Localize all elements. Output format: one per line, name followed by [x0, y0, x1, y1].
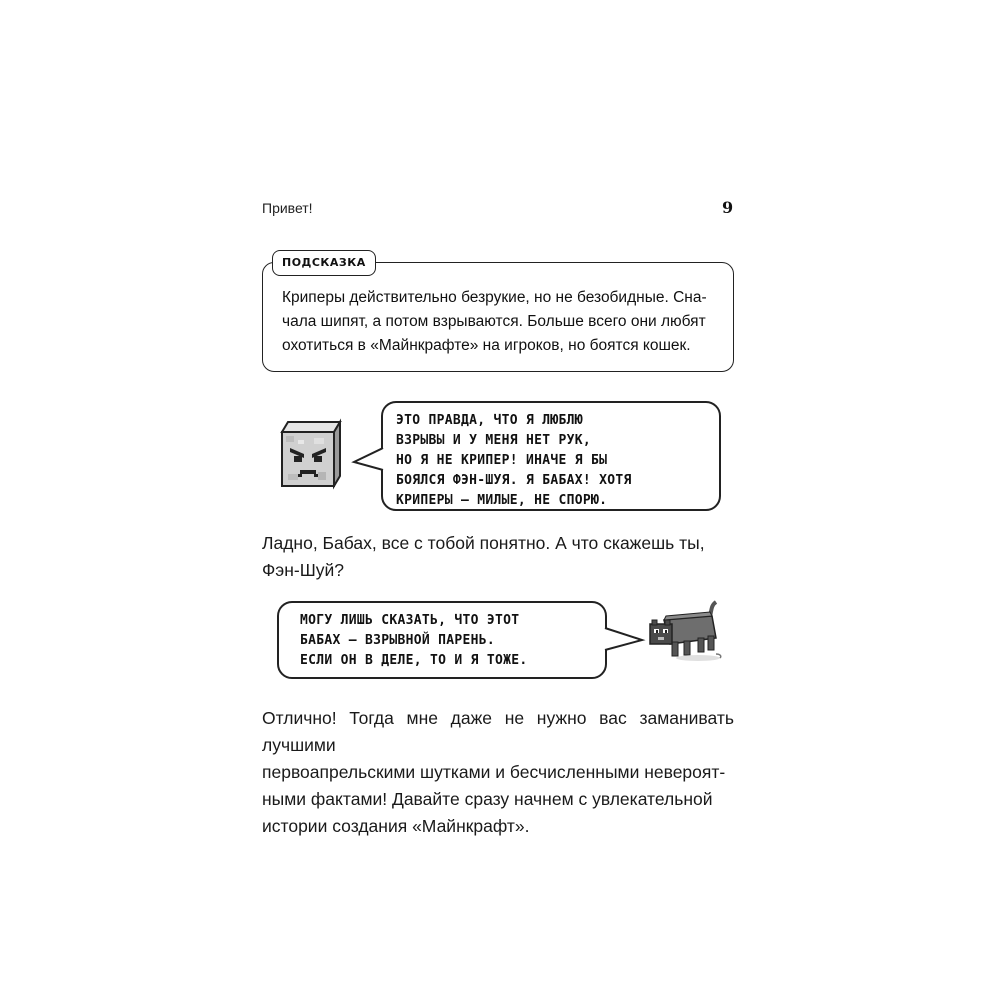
speech-line: БАБАХ — ВЗРЫВНОЙ ПАРЕНЬ.	[300, 633, 496, 648]
tip-text	[282, 286, 722, 358]
pixel-cat-icon	[646, 598, 732, 664]
speech-creeper-text	[396, 411, 632, 511]
body-line: Ладно, Бабах, все с тобой понятно. А что скажешь ты,	[262, 533, 705, 553]
speech-line: ЕСЛИ ОН В ДЕЛЕ, ТО И Я ТОЖЕ.	[300, 653, 528, 668]
speech-line: МОГУ ЛИШЬ СКАЗАТЬ, ЧТО ЭТОТ	[300, 613, 520, 628]
body-line: первоапрельскими шутками и бесчисленными невероят-	[262, 762, 726, 782]
body-paragraph	[262, 705, 734, 840]
tip-line: Криперы действительно безрукие, но не безобидные. Сна-	[282, 289, 707, 306]
creeper-block-icon	[274, 418, 350, 490]
running-title: Привет!	[262, 200, 313, 216]
tip-line: чала шипят, а потом взрываются. Больше всего они любят	[282, 313, 706, 330]
speech-line: БОЯЛСЯ ФЭН-ШУЯ. Я БАБАХ! ХОТЯ	[396, 473, 632, 488]
speech-line: ЭТО ПРАВДА, ЧТО Я ЛЮБЛЮ	[396, 413, 583, 428]
body-line: истории создания «Майнкрафт».	[262, 816, 530, 836]
tip-line: охотиться в «Майнкрафте» на игроков, но боятся кошек.	[282, 337, 691, 354]
speech-cat-text	[300, 611, 528, 671]
body-line: Отлично! Тогда мне даже не нужно вас заманивать лучшими	[262, 708, 734, 755]
body-line: Фэн-Шуй?	[262, 560, 345, 580]
body-line: ными фактами! Давайте сразу начнем с увлекательной	[262, 789, 713, 809]
page-number: 9	[722, 198, 734, 217]
tip-label: ПОДСКАЗКА	[272, 250, 376, 276]
speech-line: КРИПЕРЫ — МИЛЫЕ, НЕ СПОРЮ.	[396, 493, 608, 508]
body-paragraph	[262, 530, 734, 584]
speech-line: ВЗРЫВЫ И У МЕНЯ НЕТ РУК,	[396, 433, 592, 448]
speech-line: НО Я НЕ КРИПЕР! ИНАЧЕ Я БЫ	[396, 453, 608, 468]
